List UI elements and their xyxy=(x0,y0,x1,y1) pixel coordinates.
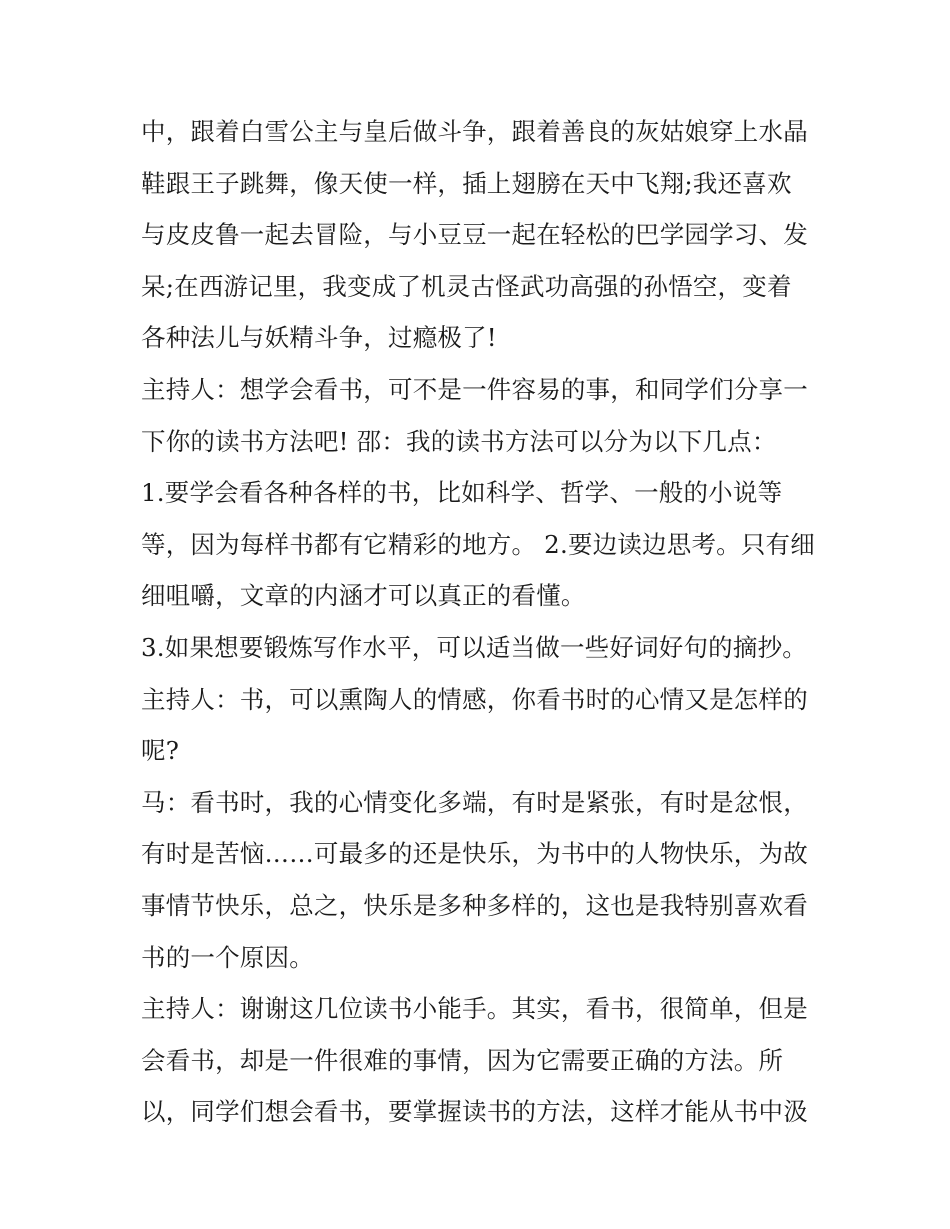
text-line: 与皮皮鲁一起去冒险，与小豆豆一起在轻松的巴学园学习、发 xyxy=(141,220,808,250)
text-line: 中，跟着白雪公主与皇后做斗争，跟着善良的灰姑娘穿上水晶 xyxy=(141,117,808,146)
text-line: 事情节快乐，总之，快乐是多种多样的，这也是我特别喜欢看 xyxy=(141,890,808,920)
text-line: 鞋跟王子跳舞，像天使一样，插上翅膀在天中飞翔;我还喜欢 xyxy=(141,168,792,198)
text-line: 各种法儿与妖精斗争，过瘾极了! xyxy=(141,323,497,353)
text-line: 主持人：书，可以熏陶人的情感，你看书时的心情又是怎样的 xyxy=(141,684,808,714)
text-line: 呆;在西游记里，我变成了机灵古怪武功高强的孙悟空，变着 xyxy=(141,271,792,301)
text-line: 3.如果想要锻炼写作水平，可以适当做一些好词好句的摘抄。 xyxy=(141,632,807,662)
text-line: 以，同学们想会看书，要掌握读书的方法，这样才能从书中汲 xyxy=(141,1097,808,1127)
text-line: 马：看书时，我的心情变化多端，有时是紧张，有时是忿恨， xyxy=(141,787,808,817)
text-line: 会看书，却是一件很难的事情，因为它需要正确的方法。所 xyxy=(141,1045,784,1075)
text-line: 下你的读书方法吧! 邵：我的读书方法可以分为以下几点： xyxy=(141,426,777,456)
document-body xyxy=(141,106,821,1138)
text-line: 等，因为每样书都有它精彩的地方。 2.要边读边思考。只有细 xyxy=(141,529,815,559)
text-line: 呢? xyxy=(141,736,180,766)
text-line: 有时是苦恼……可最多的还是快乐，为书中的人物快乐，为故 xyxy=(141,839,808,869)
text-line: 细咀嚼，文章的内涵才可以真正的看懂。 xyxy=(141,581,586,611)
text-line: 1.要学会看各种各样的书，比如科学、哲学、一般的小说等 xyxy=(141,478,783,508)
text-line: 主持人：想学会看书，可不是一件容易的事，和同学们分享一 xyxy=(141,374,808,404)
text-line: 书的一个原因。 xyxy=(141,942,314,972)
text-line: 主持人：谢谢这几位读书小能手。其实，看书，很简单，但是 xyxy=(141,994,808,1024)
